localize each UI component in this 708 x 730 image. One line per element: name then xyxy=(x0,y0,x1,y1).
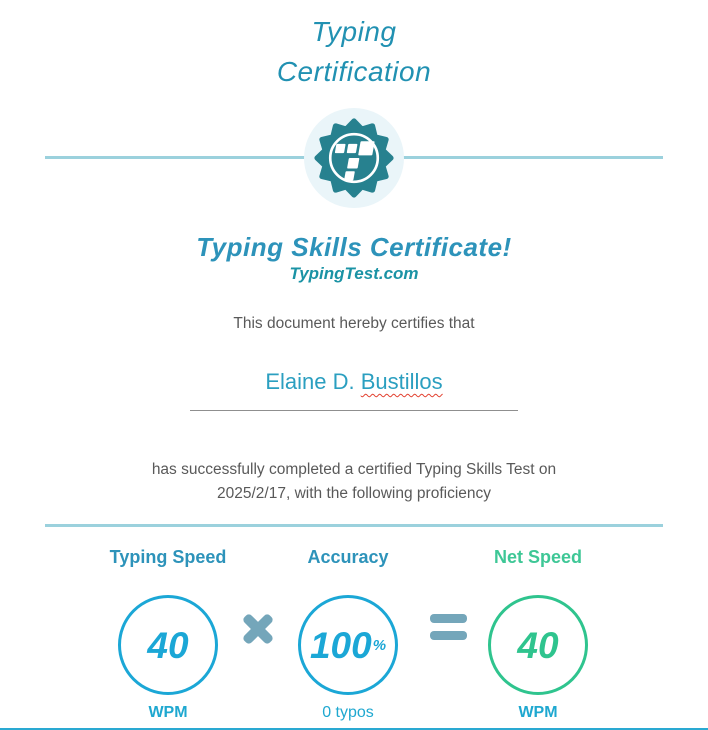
net-speed-circle xyxy=(488,595,588,695)
accuracy-detail: 0 typos xyxy=(322,704,374,721)
typing-speed-unit: WPM xyxy=(148,704,188,721)
typingtest-seal-icon xyxy=(304,108,404,208)
typing-speed-value: 40 xyxy=(147,624,189,666)
certificate-heading: Typing Skills Certificate! xyxy=(196,232,512,262)
certifies-statement: This document hereby certifies that xyxy=(233,315,475,332)
accuracy-label: Accuracy xyxy=(307,547,389,567)
recipient-name-flagged-word: Bustillos xyxy=(360,369,443,394)
brand-name: TypingTest.com xyxy=(289,264,419,283)
name-field-underline xyxy=(190,410,518,411)
page-title-line-1: Typing xyxy=(311,16,397,47)
accuracy-value: 100 xyxy=(309,624,372,666)
equals-icon-bar xyxy=(430,631,467,640)
completion-statement-line-1: has successfully completed a certified Typing Skills Test on xyxy=(151,461,557,478)
page-title-line-2: Certification xyxy=(276,56,432,87)
equals-icon xyxy=(426,605,470,649)
net-speed-value: 40 xyxy=(517,624,559,666)
recipient-name-prefix: Elaine D. xyxy=(265,369,361,394)
results-divider-line xyxy=(45,524,663,527)
recipient-name-field[interactable] xyxy=(0,369,708,395)
net-speed-unit: WPM xyxy=(518,704,558,721)
completion-statement-line-2: 2025/2/17, with the following proficiency xyxy=(217,485,491,502)
equals-icon-bar xyxy=(430,614,467,623)
net-speed-label: Net Speed xyxy=(493,547,583,567)
typing-speed-circle xyxy=(118,595,218,695)
typing-speed-label: Typing Speed xyxy=(109,547,227,567)
multiply-icon xyxy=(236,607,280,651)
accuracy-circle xyxy=(298,595,398,695)
accuracy-percent-sign: % xyxy=(372,636,387,654)
completion-statement xyxy=(0,458,708,506)
